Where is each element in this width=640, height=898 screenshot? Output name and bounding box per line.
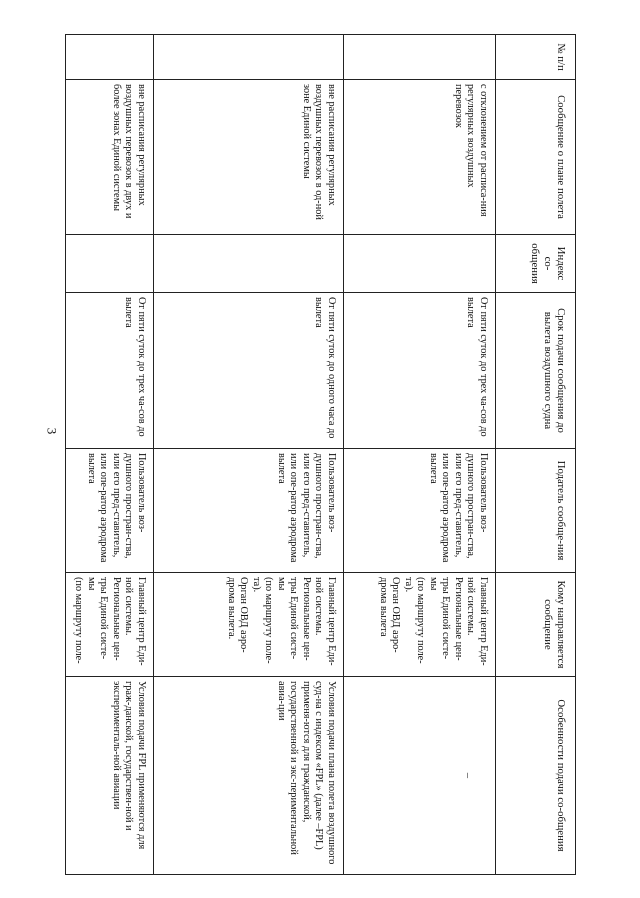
cell-sender: Пользователь воз-душного простран-ства, или его пред-ставитель, или опе-ратор аэродрома вылета [344,449,496,573]
cell-recipients [344,573,496,677]
recipient-line: Региональные цен-тры Единой систе-мы [85,577,122,661]
page-number: 3 [44,427,60,435]
table-row [344,35,496,875]
recipient-line: Главный центр Еди-ной системы. [123,577,147,666]
cell-number [344,35,496,80]
table-row [154,35,344,875]
cell-recipients [65,573,153,677]
table-header-row [496,35,576,875]
recipient-line: Региональные цен-тры Единой систе-мы [427,577,464,661]
column-header-recipient: Кому направляется сообщение [496,573,576,677]
recipient-line: (по маршруту поле-та). [402,577,427,664]
recipient-line: (по маршруту поле- [73,577,85,664]
cell-message: вне расписания регулярных воздушных перевозок в од-ной зоне Единой системы [154,80,344,235]
cell-features: – [344,677,496,875]
recipient-line: Орган ОВД аэро-дрома вылета. [225,577,250,653]
cell-index [154,235,344,293]
column-header-index: Индекс со-общения [496,235,576,293]
cell-number [154,35,344,80]
cell-deadline: От пяти суток до одного часа до вылета [154,293,344,449]
cell-recipients [154,573,344,677]
recipient-line: Орган ОВД аэро-дрома вылета [377,577,402,653]
column-header-sender: Податель сообще-ния [496,449,576,573]
cell-message: с отклонением от расписа-ния регулярных воздушных перевозок [344,80,496,235]
recipient-line: Главный центр Еди-ной системы. [313,577,337,666]
rotated-page-content [66,34,576,874]
cell-deadline: От пяти суток до трех ча-сов до вылета [65,293,153,449]
cell-number [65,35,153,80]
column-header-message: Сообщение о плане полета [496,80,576,235]
cell-index [65,235,153,293]
flight-plan-messages-table [65,34,576,875]
cell-sender: Пользователь воз-душного простран-ства, или его пред-ставитель, или опе-ратор аэродрома вылета [65,449,153,573]
cell-index [344,235,496,293]
cell-sender: Пользователь воз-душного простран-ства, или его пред-ставитель, или опе-ратор аэродрома вылета [154,449,344,573]
recipient-line: Региональные цен-тры Единой систе-мы [275,577,312,661]
cell-deadline: От пяти суток до трех ча-сов до вылета [344,293,496,449]
cell-features: Условия подачи FPL применяются для граж-данской, государствен-ной и эксперименталь-ной авиации [65,677,153,875]
column-header-features: Особенности подачи со-общения [496,677,576,875]
cell-features: Условия подачи плана полета воздушного суд-на с индексом «FPL» (далее –FPL) применя-ются для гражданской, государственной и экс-периментальной авиа-ции [154,677,344,875]
recipient-line: (по маршруту поле-та). [250,577,275,664]
column-header-number: № п/п [496,35,576,80]
column-header-deadline: Срок подачи сообщения до вылета воздушного судна [496,293,576,449]
cell-message: вне расписания регулярных воздушных перевозок в двух и более зонах Единой системы [65,80,153,235]
table-row [65,35,153,875]
recipient-line: Главный центр Еди-ной системы. [465,577,489,666]
